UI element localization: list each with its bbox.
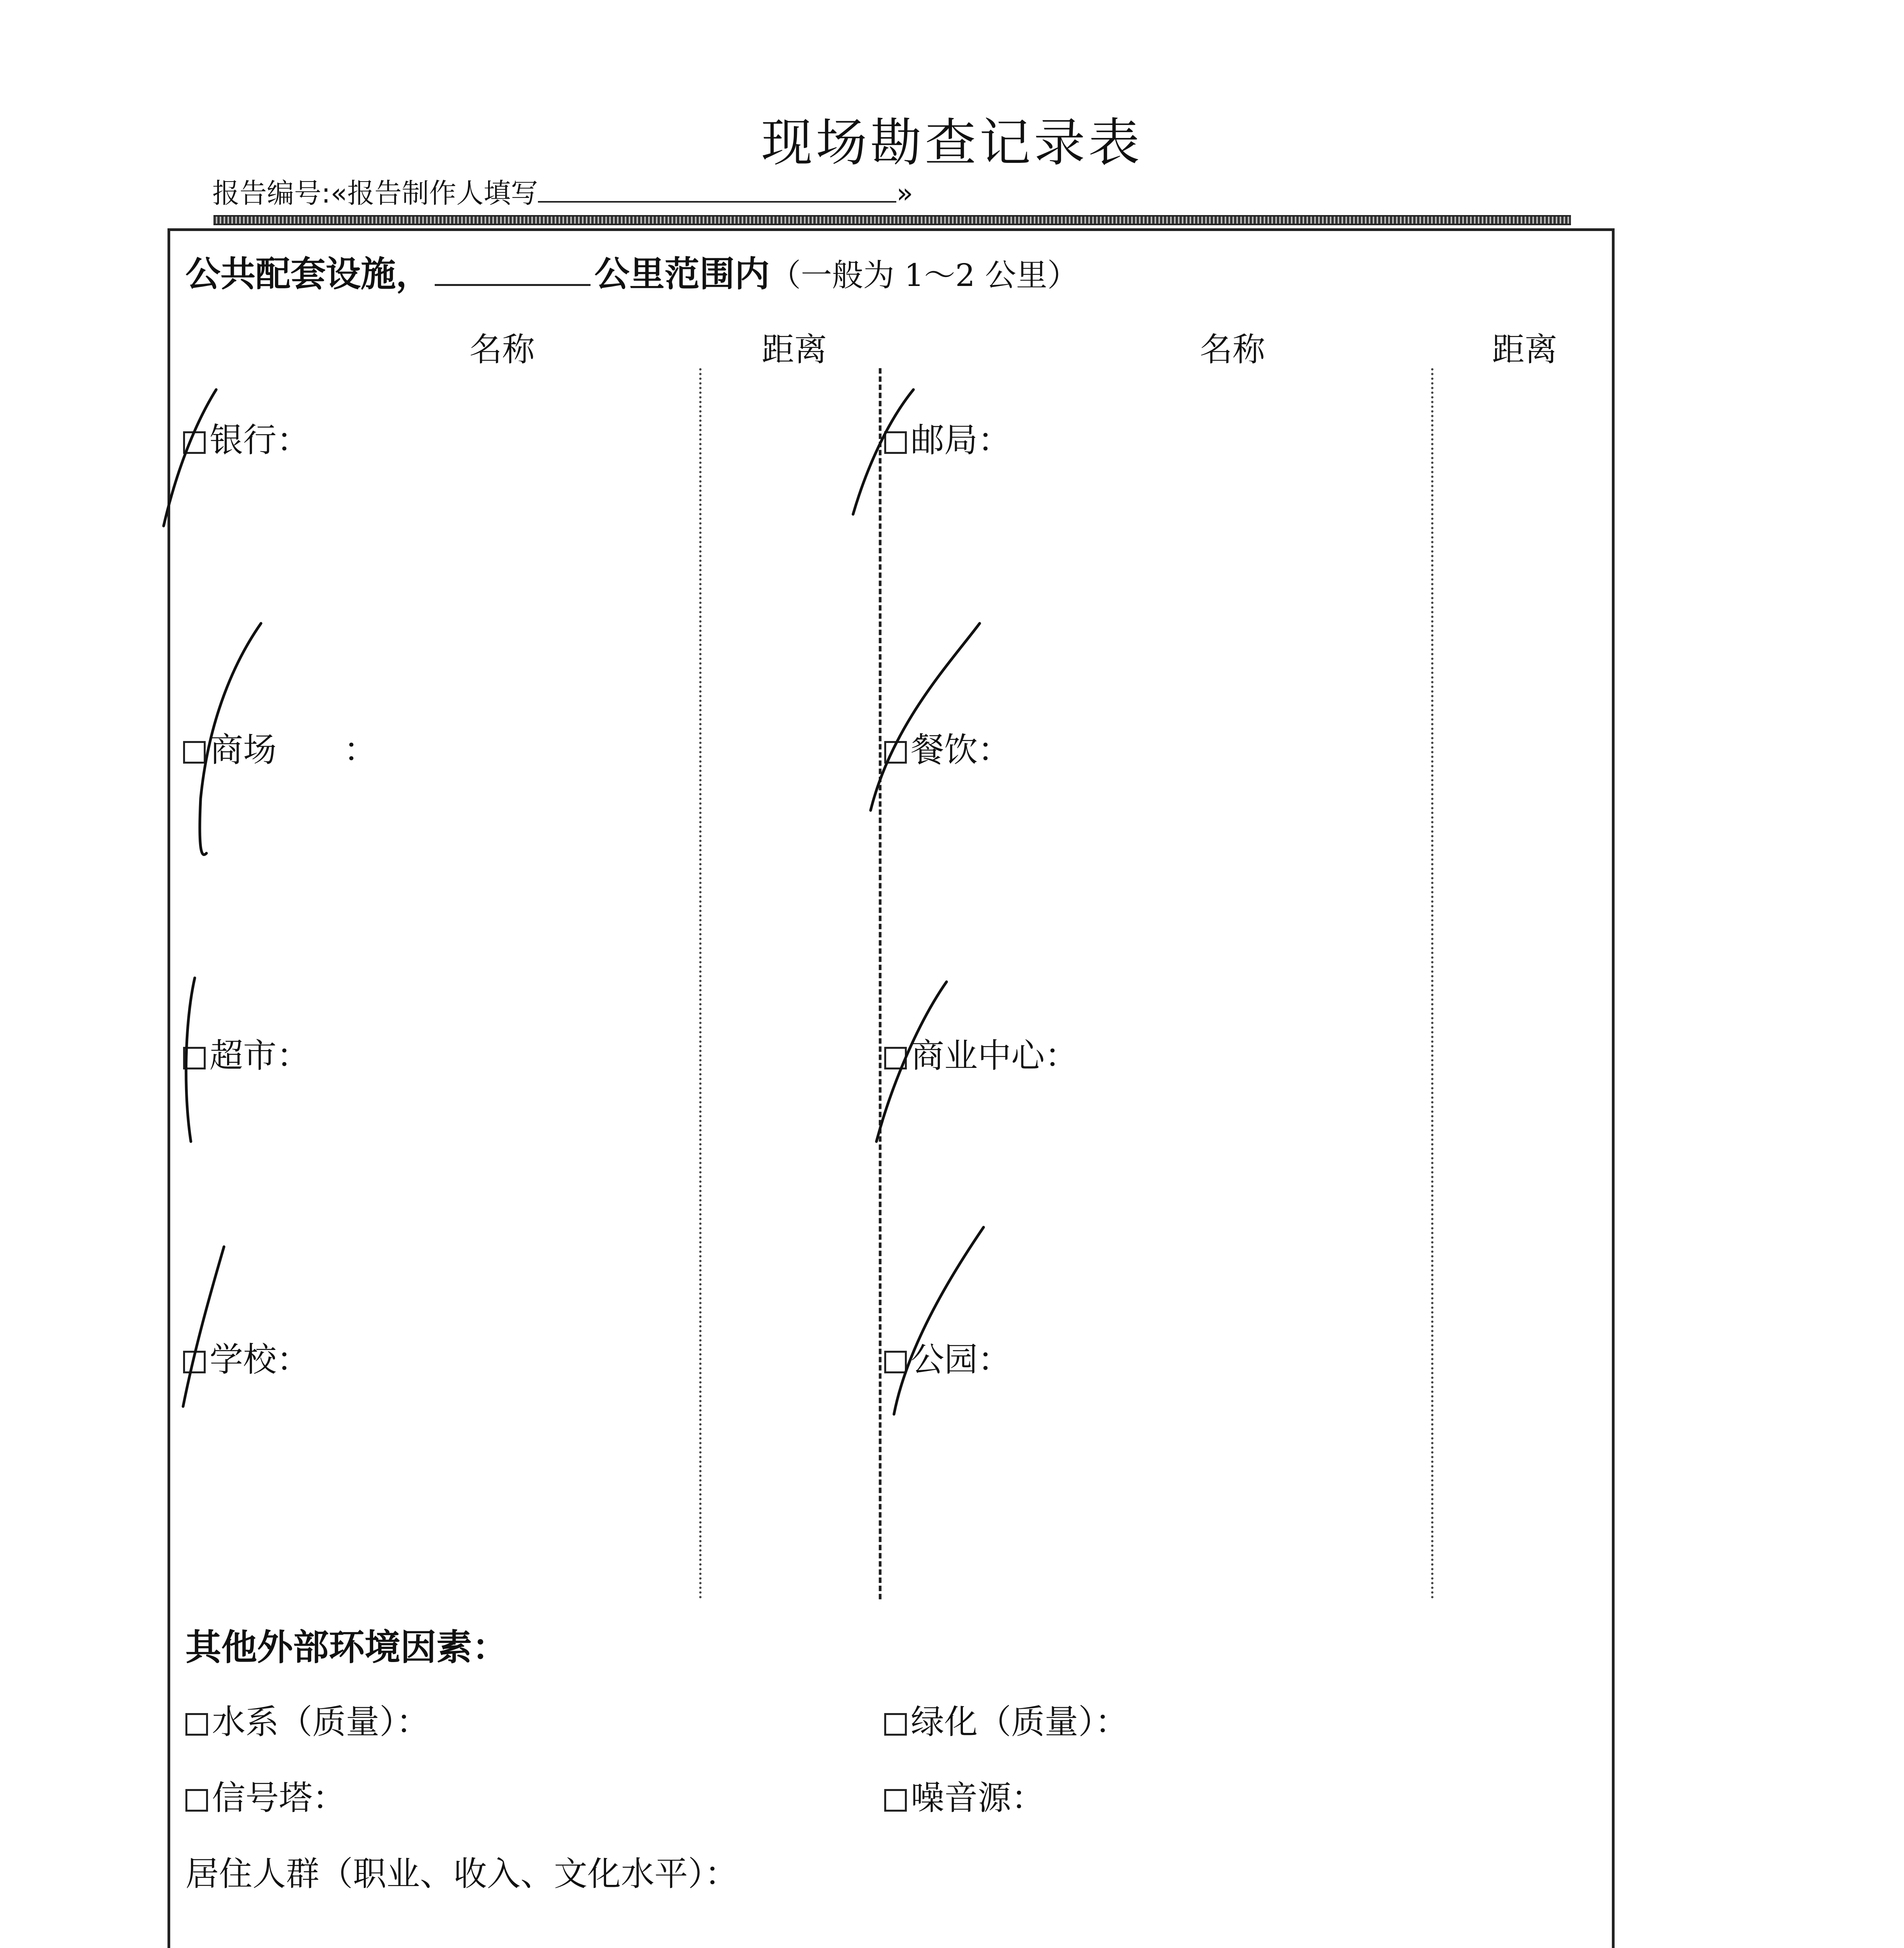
park-label: 公园： bbox=[911, 1340, 1011, 1379]
signal-tower-checkbox[interactable] bbox=[185, 1789, 208, 1812]
check-mark-post-office bbox=[853, 390, 913, 514]
bank-label: 银行： bbox=[210, 421, 310, 460]
check-mark-school bbox=[183, 1247, 224, 1406]
noise-source-label: 噪音源： bbox=[911, 1779, 1045, 1817]
col-name-right: 名称 bbox=[1200, 330, 1266, 369]
facilities-heading-label: 公共配套设施， bbox=[185, 254, 431, 295]
check-mark-park bbox=[894, 1227, 984, 1414]
check-mark-bank bbox=[164, 390, 216, 526]
col-distance-left: 距离 bbox=[762, 330, 827, 369]
mall-label: 商场 ： bbox=[210, 730, 377, 769]
school-label: 学校： bbox=[210, 1340, 310, 1379]
water-system-row[interactable] bbox=[185, 1695, 430, 1743]
signal-tower-label: 信号塔： bbox=[212, 1779, 346, 1817]
check-mark-supermarket bbox=[186, 978, 195, 1142]
greening-label: 绿化（质量）： bbox=[911, 1703, 1128, 1742]
col-distance-right: 距离 bbox=[1492, 330, 1558, 369]
supermarket-label: 超市： bbox=[210, 1036, 310, 1075]
facilities-note: （一般为 1～2 公里） bbox=[770, 257, 1079, 293]
water-label: 水系（质量）： bbox=[212, 1703, 430, 1742]
check-mark-dining bbox=[871, 623, 980, 810]
check-mark-business-center bbox=[876, 982, 947, 1142]
greening-checkbox[interactable] bbox=[884, 1713, 907, 1736]
report-number-label: 报告编号:«报告制作人填写 bbox=[212, 177, 538, 209]
dining-label: 餐饮： bbox=[911, 730, 1011, 769]
business-center-label: 商业中心： bbox=[911, 1036, 1078, 1075]
greening-row[interactable] bbox=[884, 1695, 1128, 1743]
facilities-unit: 公里范围内 bbox=[594, 254, 770, 295]
residents-label: 居住人群（职业、收入、文化水平）： bbox=[185, 1854, 738, 1893]
external-heading: 其他外部环境因素： bbox=[185, 1627, 508, 1668]
noise-source-checkbox[interactable] bbox=[884, 1789, 907, 1812]
report-number-suffix: » bbox=[896, 177, 913, 209]
post-office-label: 邮局： bbox=[911, 421, 1011, 460]
check-mark-mall bbox=[200, 623, 261, 855]
page-title: 现场勘查记录表 bbox=[761, 113, 1143, 173]
water-checkbox[interactable] bbox=[185, 1713, 208, 1736]
noise-source-row[interactable] bbox=[884, 1771, 1045, 1819]
signal-tower-row[interactable] bbox=[185, 1771, 346, 1819]
col-name-left: 名称 bbox=[469, 330, 535, 369]
